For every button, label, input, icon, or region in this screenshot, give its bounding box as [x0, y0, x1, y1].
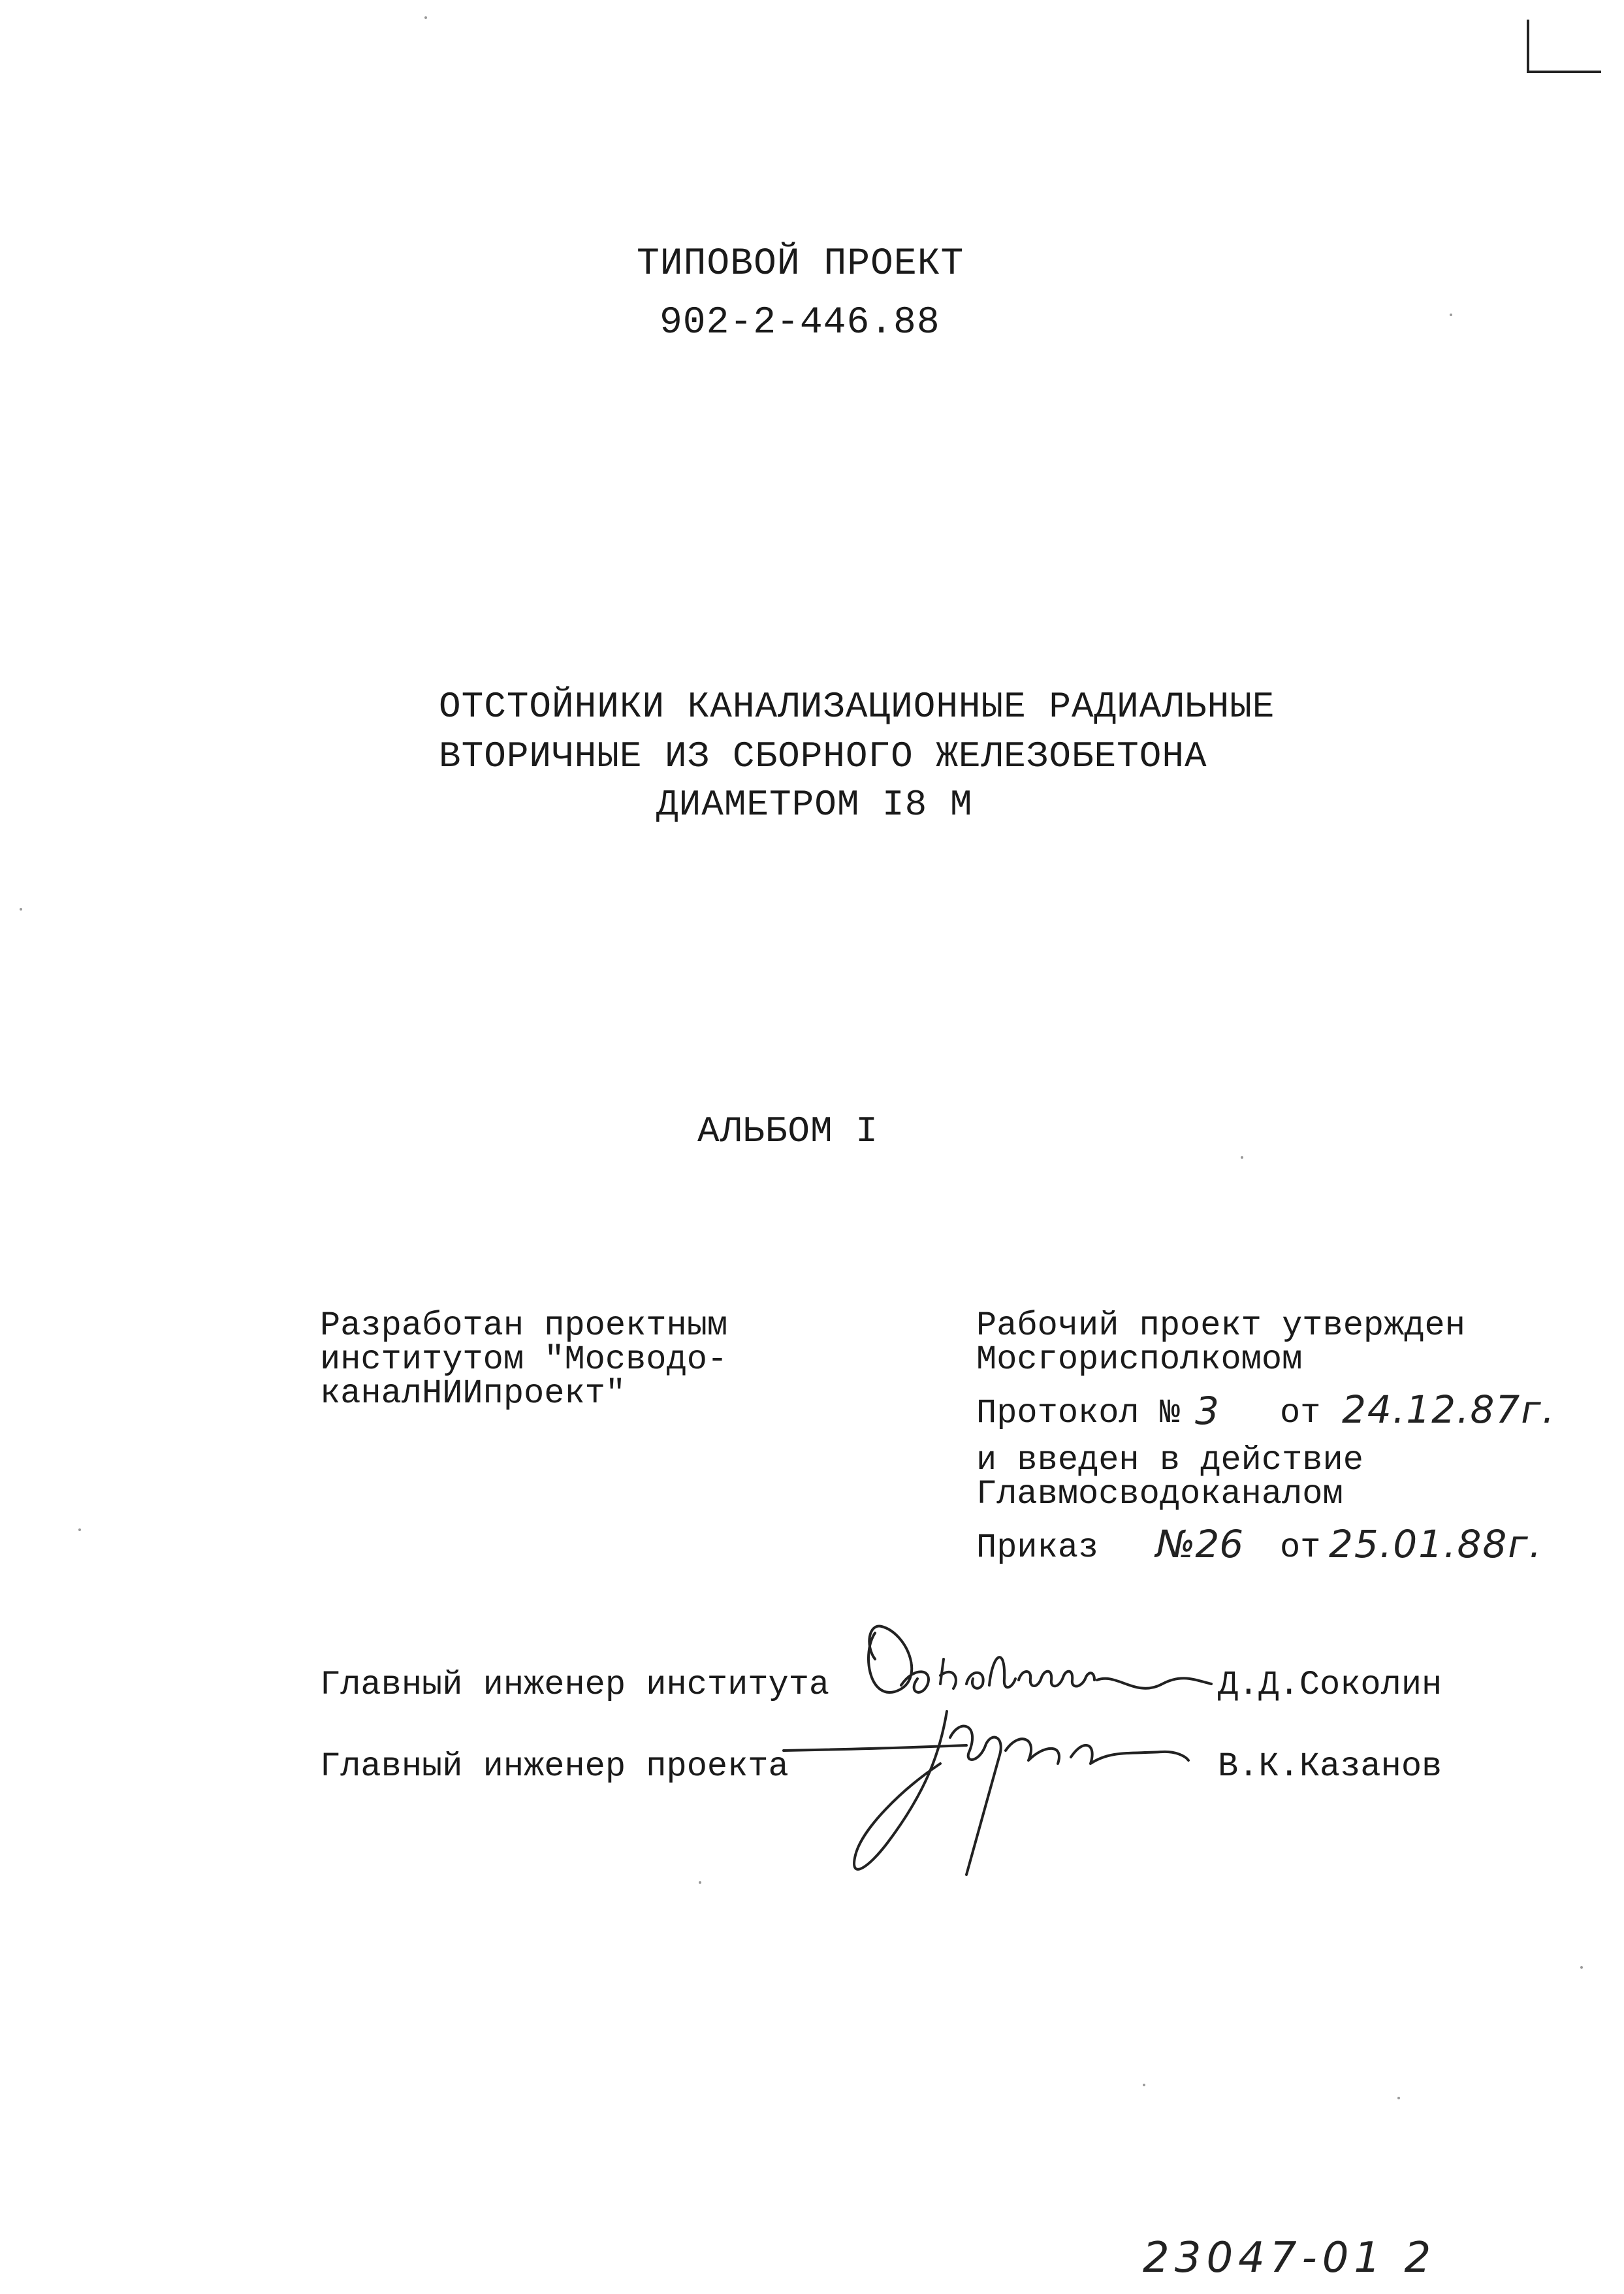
project-number: 902-2-446.88	[660, 302, 940, 344]
scan-speck	[1397, 2097, 1400, 2099]
approval-line-2: Мосгорисполкомом	[976, 1340, 1303, 1379]
scan-speck	[78, 1528, 81, 1531]
document-title-line-2: ВТОРИЧНЫЕ ИЗ СБОРНОГО ЖЕЛЕЗОБЕТОНА	[439, 735, 1207, 777]
sheet-number-handwritten: 23047-01 2	[1143, 2234, 1437, 2282]
protocol-date: 24.12.87г.	[1342, 1387, 1556, 1432]
signature-name-2: В.К.Казанов	[1218, 1747, 1442, 1786]
order-label: Приказ	[976, 1528, 1099, 1567]
album-number: АЛЬБОМ I	[697, 1110, 878, 1152]
order-date-label: от	[1280, 1528, 1321, 1567]
developer-line-2: институтом "Мосводо-	[320, 1340, 728, 1379]
approval-line-4: и введен в действие	[976, 1441, 1363, 1479]
order-date: 25.01.88г.	[1329, 1522, 1543, 1566]
scan-speck	[1450, 314, 1452, 316]
developer-line-1: Разработан проектным	[320, 1306, 728, 1345]
signature-image-2	[771, 1698, 1202, 1888]
scan-speck	[1580, 1966, 1583, 1969]
order-number: №26	[1156, 1522, 1244, 1566]
project-type-heading: ТИПОВОЙ ПРОЕКТ	[637, 243, 964, 285]
protocol-label: Протокол №	[976, 1394, 1181, 1432]
approval-line-5: Главмосводоканалом	[976, 1475, 1343, 1513]
document-title-line-3: ДИАМЕТРОМ I8 М	[656, 784, 973, 826]
protocol-date-label: от	[1280, 1394, 1321, 1432]
scan-speck	[1143, 2084, 1145, 2086]
signature-name-1: Д.Д.Соколин	[1218, 1666, 1442, 1704]
signature-role-2: Главный инженер проекта	[320, 1747, 789, 1786]
protocol-number: 3	[1195, 1389, 1219, 1433]
document-title-line-1: ОТСТОЙНИКИ КАНАЛИЗАЦИОННЫЕ РАДИАЛЬНЫЕ	[439, 686, 1275, 728]
scan-speck	[1241, 1156, 1243, 1159]
signature-role-1: Главный инженер института	[320, 1666, 830, 1704]
developer-line-3: каналНИИпроект"	[320, 1374, 626, 1413]
corner-mark	[1527, 20, 1601, 73]
approval-line-1: Рабочий проект утвержден	[976, 1306, 1465, 1345]
scan-speck	[20, 908, 22, 911]
scan-speck	[699, 1881, 701, 1884]
scan-speck	[424, 16, 427, 19]
